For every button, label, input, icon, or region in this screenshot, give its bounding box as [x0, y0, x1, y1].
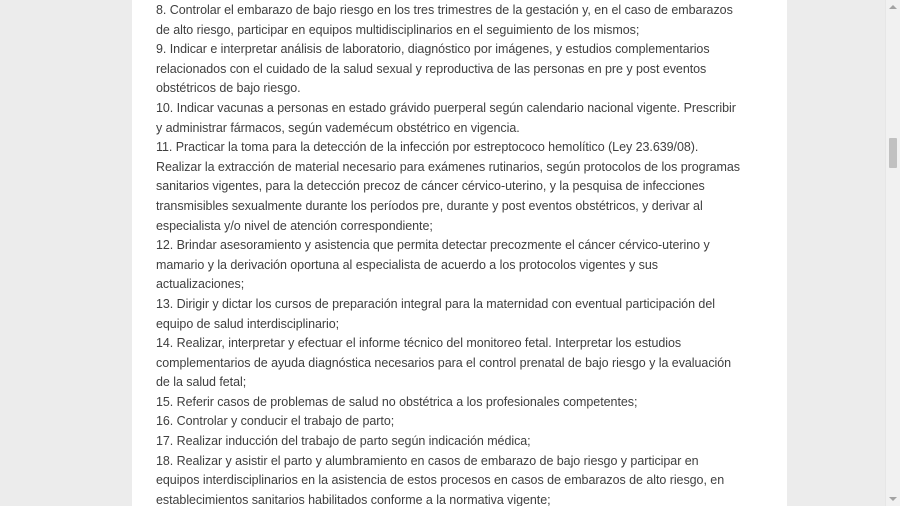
article-line: especialista y/o nivel de atención correspondiente; — [156, 218, 433, 233]
article-line: Realizar la extracción de material necesario para exámenes rutinarios, según protocolos de los programas — [156, 159, 740, 174]
article-line: 10. Indicar vacunas a personas en estado grávido puerperal según calendario nacional vigente. Prescribir — [156, 100, 736, 115]
article-line: complementarios de ayuda diagnóstica necesarios para el control prenatal de bajo riesgo y la evaluación — [156, 355, 732, 370]
article-line: equipos interdisciplinarios en la asistencia de estos procesos en casos de embarazos de alto riesgo, en — [156, 473, 725, 488]
article-line: 16. Controlar y conducir el trabajo de parto; — [156, 414, 395, 429]
article-line: 8. Controlar el embarazo de bajo riesgo en los tres trimestres de la gestación y, en el caso de embarazos — [156, 3, 733, 17]
arrow-down-icon — [889, 497, 897, 501]
article-text — [156, 1, 756, 506]
article-line: mamario y la derivación oportuna al especialista de acuerdo a los protocolos vigentes y sus — [156, 257, 658, 272]
article-line: y administrar fármacos, según vademécum obstétrico en vigencia. — [156, 120, 520, 135]
article-line: de alto riesgo, participar en equipos multidisciplinarios en el seguimiento de los mismos; — [156, 22, 640, 37]
article-content — [132, 0, 787, 506]
article-line: 13. Dirigir y dictar los cursos de preparación integral para la maternidad con eventual participación del — [156, 296, 715, 311]
article-line: 12. Brindar asesoramiento y asistencia que permita detectar precozmente el cáncer cérvico-uterino y — [156, 238, 710, 253]
article-line: actualizaciones; — [156, 277, 245, 292]
scroll-thumb[interactable] — [889, 138, 897, 168]
article-line: obstétricos de bajo riesgo. — [156, 81, 301, 96]
article-line: relacionados con el cuidado de la salud sexual y reproductiva de las personas en pre y post eventos — [156, 61, 707, 76]
article-line: 14. Realizar, interpretar y efectuar el informe técnico del monitoreo fetal. Interpretar los estudios — [156, 336, 682, 351]
article-line: equipo de salud interdisciplinario; — [156, 316, 340, 331]
scroll-down-button[interactable] — [886, 492, 900, 506]
article-line: 17. Realizar inducción del trabajo de parto según indicación médica; — [156, 434, 531, 449]
vertical-scrollbar[interactable] — [885, 0, 900, 506]
article-line: establecimientos sanitarios habilitados conforme a la normativa vigente; — [156, 492, 551, 506]
arrow-up-icon — [889, 5, 897, 9]
article-line: 18. Realizar y asistir el parto y alumbramiento en casos de embarazo de bajo riesgo y participar en — [156, 453, 699, 468]
article-line: sanitarios vigentes, para la detección precoz de cáncer cérvico-uterino, y la pesquisa de infecciones — [156, 179, 705, 194]
article-line: 11. Practicar la toma para la detección de la infección por estreptococo hemolítico (Ley 23.639/08). — [156, 140, 699, 155]
article-line: de la salud fetal; — [156, 375, 247, 390]
scroll-up-button[interactable] — [886, 0, 900, 14]
article-line: 9. Indicar e interpretar análisis de laboratorio, diagnóstico por imágenes, y estudios complementarios — [156, 42, 710, 57]
article-line: transmisibles sexualmente durante los períodos pre, durante y post eventos obstétricos, y derivar al — [156, 198, 703, 213]
article-line: 15. Referir casos de problemas de salud no obstétrica a los profesionales competentes; — [156, 394, 638, 409]
